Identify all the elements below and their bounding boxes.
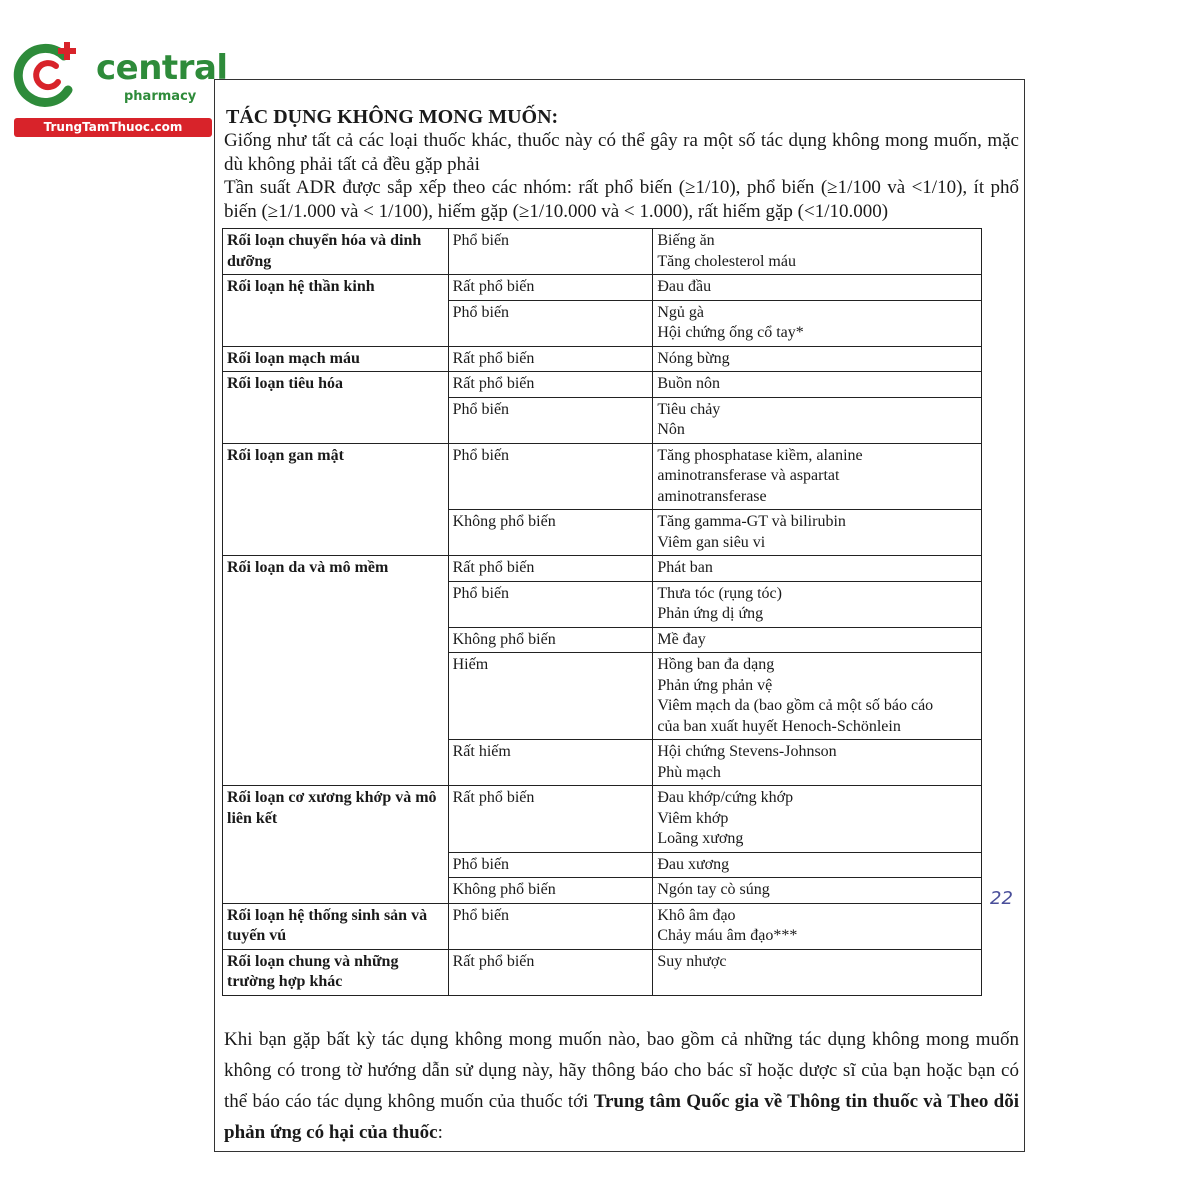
organ-system-cell: Rối loạn chuyển hóa và dinh dưỡng <box>223 229 449 275</box>
effects-cell <box>653 300 982 346</box>
frequency-cell: Không phổ biến <box>448 510 653 556</box>
frequency-cell: Phổ biến <box>448 852 653 878</box>
organ-system-cell: Rối loạn hệ thống sinh sản và tuyến vú <box>223 903 449 949</box>
frequency-cell: Rất phổ biến <box>448 556 653 582</box>
effect-item: Tiêu chảy <box>657 400 721 418</box>
effects-cell <box>653 627 982 653</box>
table-row <box>223 372 982 398</box>
effects-cell <box>653 556 982 582</box>
effect-item: Buồn nôn <box>657 375 721 392</box>
brand-name: central <box>96 48 228 88</box>
effects-cell <box>653 852 982 878</box>
effect-item: aminotransferase và aspartat <box>657 467 840 484</box>
frequency-cell: Hiếm <box>448 653 653 740</box>
effect-item: Đau xương <box>657 855 730 873</box>
effect-item: Viêm gan siêu vi <box>657 533 766 551</box>
effect-item: Nóng bừng <box>657 349 730 367</box>
intro-text <box>224 129 1019 223</box>
table-row <box>223 786 982 853</box>
effect-item: Phù mạch <box>657 763 721 781</box>
effects-cell <box>653 949 982 995</box>
effect-item: Hội chứng Stevens-Johnson <box>657 743 837 760</box>
closing-paragraph <box>224 1024 1019 1148</box>
effect-item: Phản ứng phản vệ <box>657 676 773 694</box>
effect-item: Đau đầu <box>657 278 712 295</box>
brand-subtitle: pharmacy <box>124 89 197 104</box>
section-title: TÁC DỤNG KHÔNG MONG MUỐN: <box>226 106 559 128</box>
frequency-cell: Rất phổ biến <box>448 346 653 372</box>
effect-item: Ngủ gà <box>657 303 704 321</box>
effects-cell <box>653 372 982 398</box>
closing-bold-text: Trung tâm Quốc gia về Thông tin thuốc và Theo dõi phản ứng có hại của thuốc <box>224 1091 1019 1143</box>
organ-system-cell: Rối loạn hệ thần kinh <box>223 275 449 347</box>
effect-item: Chảy máu âm đạo*** <box>657 927 798 944</box>
intro-paragraph-1: Giống như tất cả các loại thuốc khác, thuốc này có thể gây ra một số tác dụng không mong muốn, mặc dù không phải tất cả đều gặp phải <box>224 130 1019 175</box>
organ-system-cell: Rối loạn gan mật <box>223 443 449 556</box>
table-row <box>223 443 982 510</box>
effect-item: Suy nhược <box>657 952 727 970</box>
effect-item: Tăng cholesterol máu <box>657 252 796 270</box>
frequency-cell: Phổ biến <box>448 581 653 627</box>
effect-item: aminotransferase <box>657 487 767 505</box>
effect-item: Phát ban <box>657 559 713 576</box>
effect-item: Ngón tay cò súng <box>657 881 770 898</box>
handwritten-page-note: 22 <box>990 888 1013 909</box>
frequency-cell: Rất phổ biến <box>448 949 653 995</box>
frequency-cell: Không phổ biến <box>448 627 653 653</box>
brand-logo <box>8 38 228 138</box>
frequency-cell: Rất phổ biến <box>448 275 653 301</box>
effect-item: Loãng xương <box>657 830 744 847</box>
effect-item: Đau khớp/cứng khớp <box>657 789 794 806</box>
pharmacy-cross-logo-icon <box>12 38 82 108</box>
effects-cell <box>653 581 982 627</box>
effect-item: Viêm khớp <box>657 809 729 827</box>
effect-item: Phản ứng dị ứng <box>657 605 764 622</box>
effects-cell <box>653 653 982 740</box>
frequency-cell: Phổ biến <box>448 397 653 443</box>
effects-cell <box>653 346 982 372</box>
frequency-cell: Phổ biến <box>448 903 653 949</box>
frequency-cell: Không phổ biến <box>448 878 653 904</box>
effects-cell <box>653 786 982 853</box>
table-row <box>223 556 982 582</box>
organ-system-cell: Rối loạn da và mô mềm <box>223 556 449 786</box>
frequency-cell: Rất phổ biến <box>448 372 653 398</box>
effects-cell <box>653 275 982 301</box>
organ-system-cell: Rối loạn tiêu hóa <box>223 372 449 444</box>
effect-item: Biếng ăn <box>657 232 715 249</box>
frequency-cell: Rất phổ biến <box>448 786 653 853</box>
table-row <box>223 903 982 949</box>
intro-paragraph-2: Tần suất ADR được sắp xếp theo các nhóm: rất phổ biến (≥1/10), phổ biến (≥1/100 và <1/10), ít phổ biến (≥1/1.000 và < 1/100), hiếm gặp (≥1/10.000 và < 1.000), rất hiếm gặp (<1/10.000) <box>224 177 1019 222</box>
frequency-cell: Phổ biến <box>448 443 653 510</box>
frequency-cell: Phổ biến <box>448 229 653 275</box>
effect-item: Hồng ban đa dạng <box>657 656 775 673</box>
effects-cell <box>653 740 982 786</box>
frequency-cell: Phổ biến <box>448 300 653 346</box>
effects-cell <box>653 510 982 556</box>
closing-text: Khi bạn gặp bất kỳ tác dụng không mong muốn nào, bao gồm cả những tác dụng không mong muốn không có trong tờ hướng dẫn sử dụng này, hãy thông báo cho bác sĩ hoặc dược sĩ của bạn hoặc bạn có thể báo cáo tác dụng không muốn của thuốc tới <box>224 1029 1019 1112</box>
effect-item: Tăng phosphatase kiềm, alanine <box>657 446 863 464</box>
effect-item: Tăng gamma-GT và bilirubin <box>657 513 846 530</box>
effect-item: Thưa tóc (rụng tóc) <box>657 584 782 602</box>
effects-cell <box>653 443 982 510</box>
organ-system-cell: Rối loạn cơ xương khớp và mô liên kết <box>223 786 449 904</box>
effect-item: Viêm mạch da (bao gồm cả một số báo cáo <box>657 697 934 714</box>
table-row <box>223 346 982 372</box>
closing-end: : <box>437 1122 443 1143</box>
effect-item: Hội chứng ống cổ tay* <box>657 324 804 341</box>
effects-cell <box>653 878 982 904</box>
organ-system-cell: Rối loạn mạch máu <box>223 346 449 372</box>
table-row <box>223 949 982 995</box>
organ-system-cell: Rối loạn chung và những trường hợp khác <box>223 949 449 995</box>
effect-item: của ban xuất huyết Henoch-Schönlein <box>657 717 901 735</box>
effects-cell <box>653 397 982 443</box>
adr-table-body <box>223 229 982 996</box>
effects-cell <box>653 229 982 275</box>
effect-item: Nôn <box>657 421 685 438</box>
frequency-cell: Rất hiếm <box>448 740 653 786</box>
adr-table <box>222 228 982 996</box>
effects-cell <box>653 903 982 949</box>
table-row <box>223 275 982 301</box>
effect-item: Khô âm đạo <box>657 906 736 924</box>
brand-url[interactable]: TrungTamThuoc.com <box>14 118 212 137</box>
table-row <box>223 229 982 275</box>
effect-item: Mề đay <box>657 630 706 648</box>
